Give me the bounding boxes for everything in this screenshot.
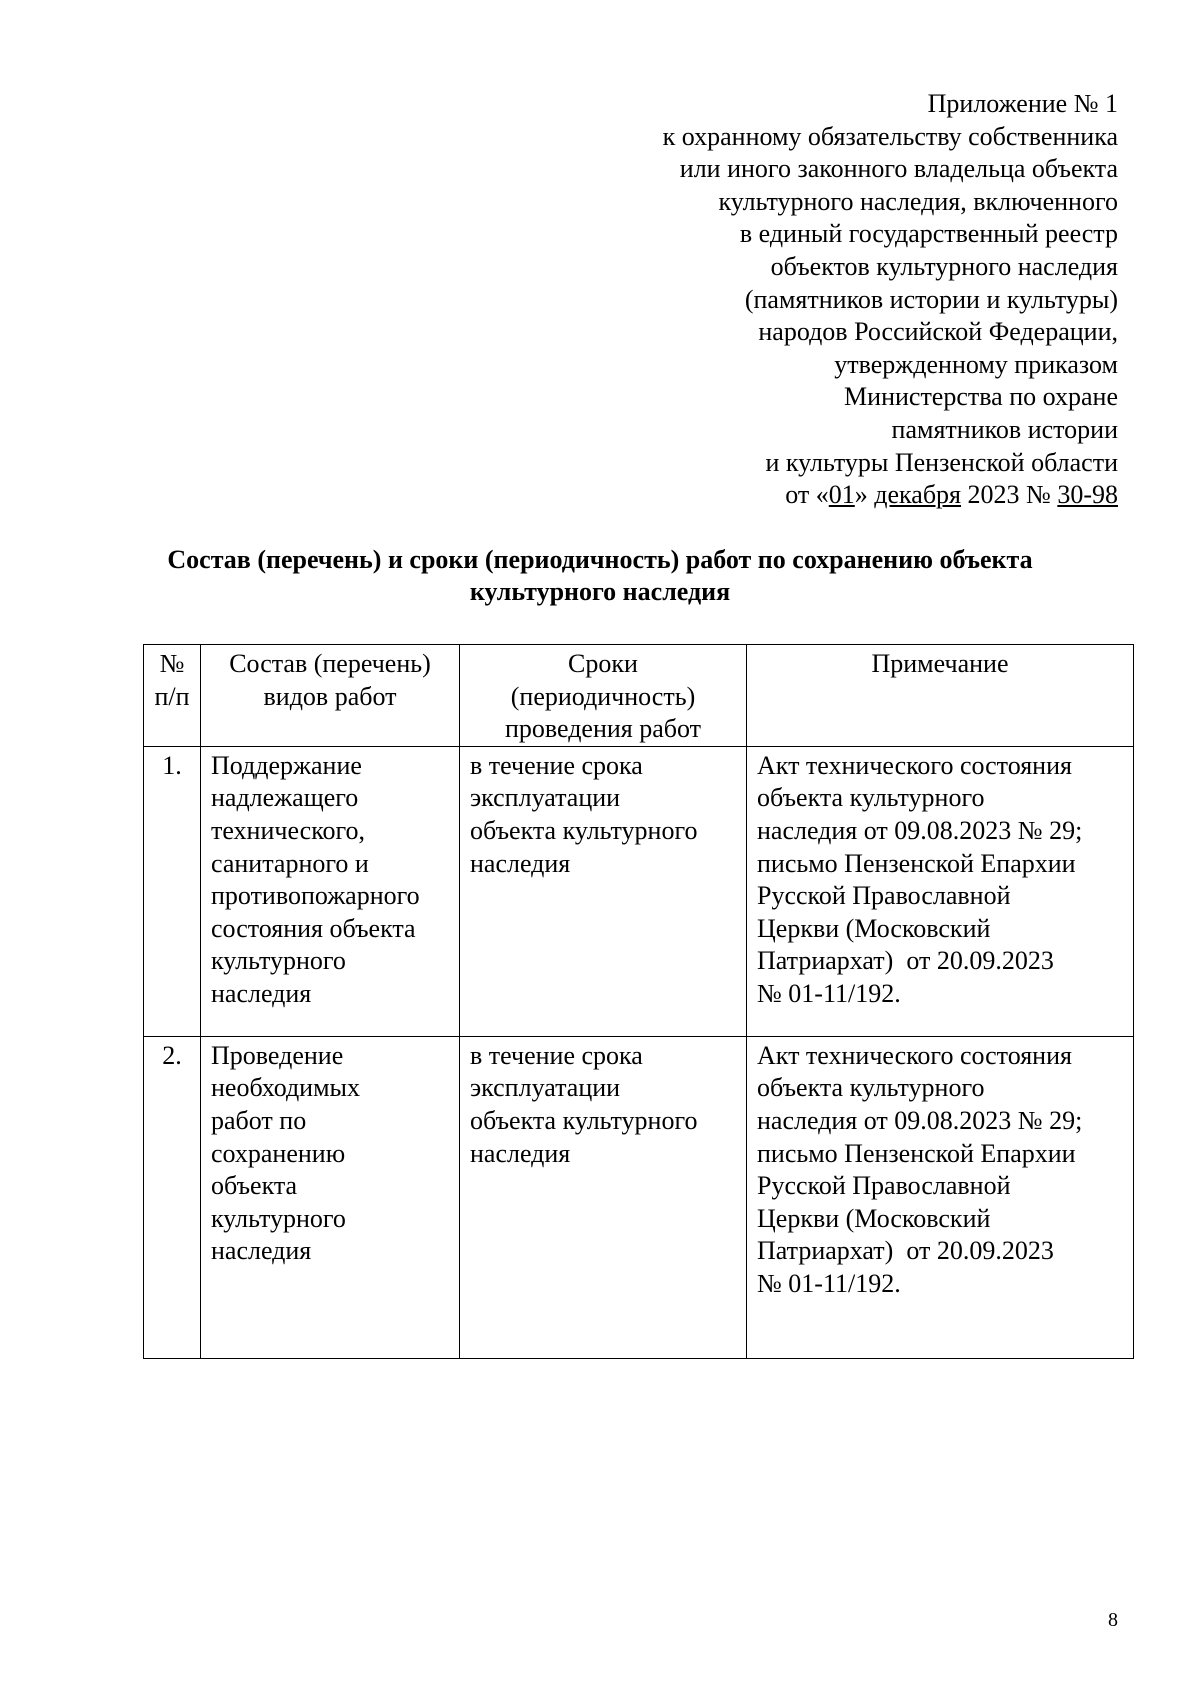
appendix-line: памятников истории (891, 414, 1118, 444)
header-terms: Сроки (периодичность) проведения работ (460, 645, 747, 747)
row-terms: в течение срока эксплуатации объекта культурного наследия (460, 1036, 747, 1358)
title-line-1: Состав (перечень) и сроки (периодичность) работ по сохранению объекта (167, 545, 1033, 574)
row-terms: в течение срока эксплуатации объекта культурного наследия (460, 746, 747, 1036)
appendix-line: к охранному обязательству собственника (662, 121, 1118, 151)
appendix-line: в единый государственный реестр (739, 219, 1118, 249)
appendix-line: народов Российской Федерации, (758, 317, 1118, 347)
table-row (144, 1036, 1134, 1358)
document-title (100, 544, 1100, 608)
date-month: декабря (874, 480, 962, 510)
row-number: 1. (144, 746, 201, 1036)
appendix-line: (памятников истории и культуры) (744, 284, 1118, 314)
table-header-row (144, 645, 1134, 747)
row-works: Поддержание надлежащего технического, санитарного и противопожарного состояния объекта культурного наследия (201, 746, 460, 1036)
row-notes: Акт технического состояния объекта культурного наследия от 09.08.2023 № 29; письмо Пензенской Епархии Русской Православной Церкви (Московский Патриархат) от 20.09.2023 № 01-11/192. (747, 746, 1134, 1036)
header-works: Состав (перечень) видов работ (201, 645, 460, 747)
order-number: 30-98 (1057, 480, 1118, 510)
appendix-line: Приложение № 1 (927, 89, 1118, 118)
appendix-header (498, 88, 1118, 512)
header-number: № п/п (144, 645, 201, 747)
appendix-line: и культуры Пензенской области (765, 447, 1118, 477)
appendix-date-line (498, 479, 1118, 512)
appendix-line: культурного наследия, включенного (718, 186, 1118, 216)
date-day: 01 (828, 480, 855, 510)
date-separator: » (854, 480, 875, 510)
row-notes: Акт технического состояния объекта культурного наследия от 09.08.2023 № 29; письмо Пензенской Епархии Русской Православной Церкви (Московский Патриархат) от 20.09.2023 № 01-11/192. (747, 1036, 1134, 1358)
date-prefix: от « (785, 480, 829, 510)
works-table (143, 644, 1134, 1359)
appendix-line: объектов культурного наследия (770, 251, 1118, 281)
date-year: 2023 № (961, 480, 1058, 510)
appendix-line: Министерства по охране (844, 382, 1118, 412)
row-works: Проведение необходимых работ по сохранению объекта культурного наследия (201, 1036, 460, 1358)
header-notes: Примечание (747, 645, 1134, 747)
row-number: 2. (144, 1036, 201, 1358)
appendix-line: утвержденному приказом (834, 349, 1118, 379)
table-row (144, 746, 1134, 1036)
page-number: 8 (1108, 1609, 1118, 1631)
appendix-line: или иного законного владельца объекта (679, 154, 1118, 184)
title-line-2: культурного наследия (469, 577, 731, 606)
